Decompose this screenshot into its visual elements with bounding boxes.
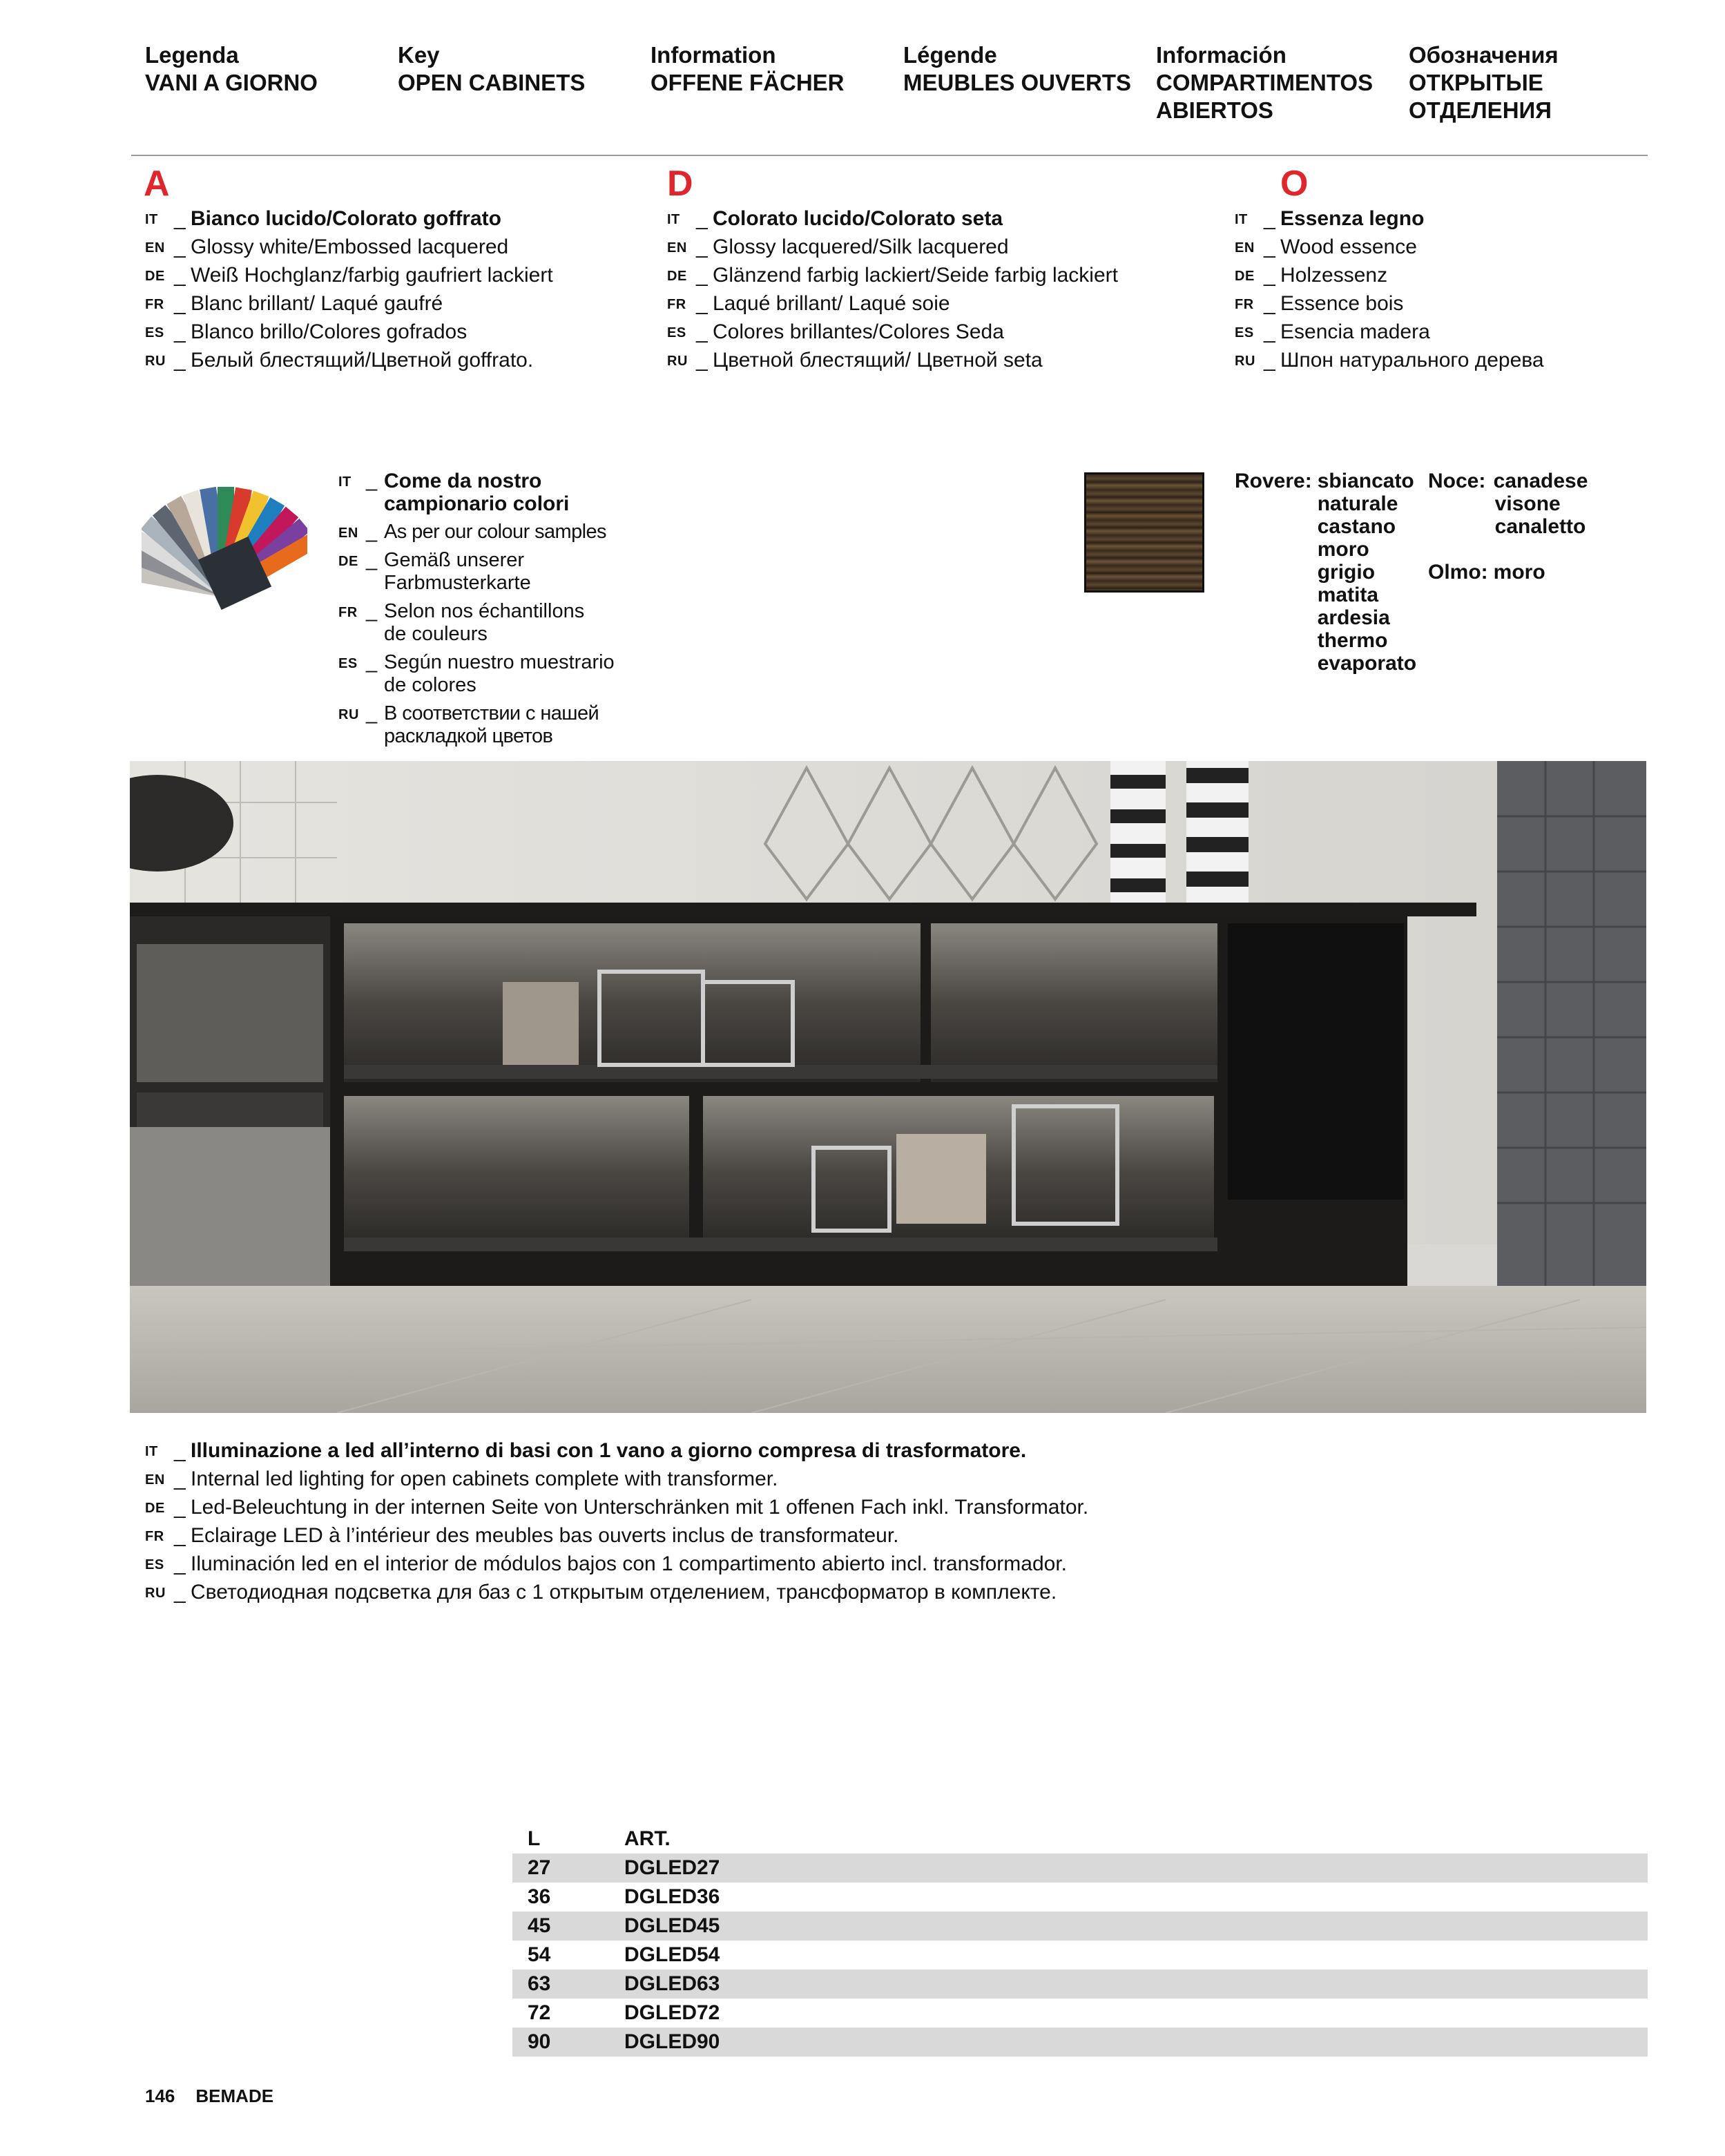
lang-code: DE	[145, 269, 165, 284]
samples-text: As per our colour samples	[384, 521, 606, 543]
wood-name: castano	[1317, 515, 1396, 538]
list-item: EN _ Wood essence	[1235, 233, 1544, 261]
finish-letter-a: A	[144, 164, 170, 204]
header-label: Обозначения	[1409, 42, 1559, 68]
table-row	[512, 1941, 1648, 1970]
wood-name: matita	[1317, 584, 1379, 606]
led-description	[145, 1436, 1088, 1606]
finish-text: Белый блестящий/Цветной goffrato.	[191, 349, 534, 372]
list-item: ES _ Según nuestro muestrario de colores	[338, 651, 626, 697]
page-number: 146	[145, 2086, 175, 2106]
lang-code: RU	[667, 354, 688, 369]
finish-text: Essenza legno	[1280, 207, 1425, 230]
header-title: COMPARTIMENTOS ABIERTOS	[1156, 70, 1374, 123]
cell-art: DGLED45	[624, 1914, 720, 1937]
wood-list-rovere	[1235, 470, 1416, 675]
lang-code: FR	[145, 1529, 164, 1544]
list-item: ES _ Colores brillantes/Colores Seda	[667, 318, 1118, 346]
brand-name: BEMADE	[195, 2086, 274, 2106]
description-text: Illuminazione a led all’interno di basi con 1 vano a giorno compresa di trasformatore.	[191, 1439, 1027, 1462]
lang-code: IT	[667, 212, 680, 227]
description-text: Led-Beleuchtung in der internen Seite von Unterschränken mit 1 offenen Fach inkl. Transformator.	[191, 1496, 1089, 1519]
list-item: ES _ Esencia madera	[1235, 318, 1544, 346]
table-row	[512, 2028, 1648, 2057]
cell-art: DGLED54	[624, 1943, 720, 1966]
lang-code: EN	[145, 1472, 165, 1488]
finish-text: Цветной блестящий/ Цветной seta	[713, 349, 1043, 372]
cell-l: 54	[528, 1943, 551, 1966]
wood-name: moro	[1493, 561, 1545, 584]
description-text: Internal led lighting for open cabinets complete with transformer.	[191, 1467, 778, 1490]
cell-l: 63	[528, 1972, 551, 1995]
wood-list-noce-olmo	[1428, 470, 1588, 584]
header-label: Legenda	[145, 42, 239, 68]
list-item: ES _ Iluminación led en el interior de módulos bajos con 1 compartimento abierto incl. transformador.	[145, 1550, 1088, 1578]
lang-code: FR	[338, 605, 358, 620]
list-item: DE _ Holzessenz	[1235, 261, 1544, 289]
finish-text: Wood essence	[1280, 235, 1417, 258]
wood-name: canadese	[1493, 470, 1588, 492]
lang-code: DE	[338, 554, 358, 569]
lang-code: DE	[667, 269, 687, 284]
wood-label-noce: Noce:	[1428, 470, 1486, 492]
lang-code: ES	[145, 1557, 164, 1572]
colour-samples-fan-image	[142, 470, 307, 615]
list-item: FR _ Laqué brillant/ Laqué soie	[667, 289, 1118, 318]
header-col-de	[651, 41, 892, 97]
wood-name: moro	[1317, 538, 1369, 561]
finish-text: Blanco brillo/Colores gofrados	[191, 320, 468, 343]
table-row	[512, 1999, 1648, 2028]
wood-name: thermo	[1317, 629, 1388, 652]
list-item: RU _ Шпон натурального дерева	[1235, 346, 1544, 374]
finish-text: Colores brillantes/Colores Seda	[713, 320, 1004, 343]
lang-code: ES	[667, 325, 686, 340]
cabinet-illustration	[130, 761, 1646, 1413]
wood-swatch-image	[1084, 472, 1204, 593]
colour-samples-list	[338, 470, 626, 753]
wood-label-rovere: Rovere:	[1235, 470, 1312, 492]
lang-code: IT	[338, 474, 351, 490]
lang-code: EN	[338, 526, 358, 541]
lang-code: IT	[145, 1444, 158, 1459]
list-item: EN _ As per our colour samples	[338, 521, 626, 543]
cell-l: 27	[528, 1856, 551, 1879]
finish-text: Glossy white/Embossed lacquered	[191, 235, 509, 258]
finish-text: Glänzend farbig lackiert/Seide farbig lackiert	[713, 264, 1118, 287]
list-item: EN _ Glossy lacquered/Silk lacquered	[667, 233, 1118, 261]
list-item: DE _ Weiß Hochglanz/farbig gaufriert lackiert	[145, 261, 553, 289]
header-col-it	[145, 41, 387, 97]
lang-code: ES	[338, 656, 358, 671]
cell-l: 36	[528, 1885, 551, 1908]
header-title: ОТКРЫТЫЕ ОТДЕЛЕНИЯ	[1409, 70, 1552, 123]
article-table	[512, 1825, 1648, 2057]
lang-code: IT	[145, 212, 158, 227]
finish-text: Blanc brillant/ Laqué gaufré	[191, 292, 443, 315]
finish-text: Essence bois	[1280, 292, 1404, 315]
header-title: MEUBLES OUVERTS	[903, 70, 1132, 95]
table-row	[512, 1912, 1648, 1941]
cell-art: DGLED72	[624, 2001, 720, 2024]
finish-letter-o: O	[1280, 164, 1309, 204]
product-photo	[130, 761, 1646, 1413]
finish-text: Esencia madera	[1280, 320, 1430, 343]
lang-code: EN	[145, 240, 165, 256]
wood-name: ardesia	[1317, 606, 1390, 629]
wood-name: grigio	[1317, 561, 1376, 584]
lang-code: RU	[145, 354, 166, 369]
cell-art: DGLED90	[624, 2030, 720, 2053]
list-item: IT _ Bianco lucido/Colorato goffrato	[145, 204, 553, 233]
wood-name: sbiancato	[1317, 470, 1414, 492]
lang-code: ES	[145, 325, 164, 340]
header-title: VANI A GIORNO	[145, 70, 318, 95]
list-item: FR _ Eclairage LED à l’intérieur des meubles bas ouverts inclus de transformateur.	[145, 1521, 1088, 1550]
list-item: DE _ Gemäß unserer Farbmusterkarte	[338, 549, 626, 595]
list-item: RU _ В соответствии с нашей раскладкой цветов	[338, 702, 626, 748]
finish-text: Bianco lucido/Colorato goffrato	[191, 207, 501, 230]
lang-code: DE	[145, 1501, 165, 1516]
column-header-art: ART.	[624, 1827, 671, 1850]
finish-text: Weiß Hochglanz/farbig gaufriert lackiert	[191, 264, 553, 287]
finish-list-d	[667, 204, 1118, 374]
list-item: RU _ Белый блестящий/Цветной goffrato.	[145, 346, 553, 374]
wood-name: canaletto	[1494, 515, 1586, 538]
finish-text: Colorato lucido/Colorato seta	[713, 207, 1003, 230]
cell-l: 90	[528, 2030, 551, 2053]
finish-letter-d: D	[667, 164, 693, 204]
header-label: Information	[651, 42, 776, 68]
wood-name: visone	[1494, 492, 1561, 515]
wood-label-olmo: Olmo:	[1428, 561, 1488, 584]
table-row	[512, 1854, 1648, 1883]
table-header	[512, 1825, 1648, 1854]
finish-text: Glossy lacquered/Silk lacquered	[713, 235, 1009, 258]
page-footer	[145, 2086, 294, 2107]
finish-text: Laqué brillant/ Laqué soie	[713, 292, 950, 315]
list-item: EN _ Internal led lighting for open cabinets complete with transformer.	[145, 1465, 1088, 1493]
list-item: FR _ Essence bois	[1235, 289, 1544, 318]
samples-text: Come da nostro campionario colori	[384, 470, 570, 515]
samples-text: Selon nos échantillons de couleurs	[384, 600, 585, 645]
samples-text: Gemäß unserer Farbmusterkarte	[384, 549, 531, 594]
list-item: RU _ Цветной блестящий/ Цветной seta	[667, 346, 1118, 374]
lang-code: EN	[667, 240, 687, 256]
list-item: DE _ Glänzend farbig lackiert/Seide farbig lackiert	[667, 261, 1118, 289]
table-row	[512, 1883, 1648, 1912]
finish-list-a	[145, 204, 553, 374]
header-col-fr	[903, 41, 1145, 97]
lang-code: FR	[1235, 297, 1254, 312]
header-label: Key	[398, 42, 440, 68]
description-text: Eclairage LED à l’intérieur des meubles bas ouverts inclus de transformateur.	[191, 1524, 899, 1547]
finish-text: Holzessenz	[1280, 264, 1388, 287]
cell-l: 45	[528, 1914, 551, 1937]
lang-code: FR	[667, 297, 686, 312]
list-item: ES _ Blanco brillo/Colores gofrados	[145, 318, 553, 346]
table-row	[512, 1970, 1648, 1999]
list-item: EN _ Glossy white/Embossed lacquered	[145, 233, 553, 261]
list-item: DE _ Led-Beleuchtung in der internen Seite von Unterschränken mit 1 offenen Fach inkl. Transformator.	[145, 1493, 1088, 1521]
header-label: Información	[1156, 42, 1286, 68]
list-item: FR _ Blanc brillant/ Laqué gaufré	[145, 289, 553, 318]
finish-list-o	[1235, 204, 1544, 374]
description-text: Светодиодная подсветка для баз с 1 открытым отделением, трансформатор в комплекте.	[191, 1581, 1057, 1604]
header-divider	[131, 155, 1648, 156]
header-title: OFFENE FÄCHER	[651, 70, 845, 95]
cell-art: DGLED63	[624, 1972, 720, 1995]
cell-l: 72	[528, 2001, 551, 2024]
column-header-l: L	[528, 1827, 541, 1850]
header-col-en	[398, 41, 639, 97]
header-title: OPEN CABINETS	[398, 70, 586, 95]
list-item: IT _ Colorato lucido/Colorato seta	[667, 204, 1118, 233]
lang-code: RU	[1235, 354, 1255, 369]
list-item: IT _ Essenza legno	[1235, 204, 1544, 233]
header-label: Légende	[903, 42, 997, 68]
wood-name: naturale	[1317, 492, 1398, 515]
list-item: IT _ Illuminazione a led all’interno di basi con 1 vano a giorno compresa di trasformatore.	[145, 1436, 1088, 1465]
lang-code: DE	[1235, 269, 1255, 284]
lang-code: RU	[145, 1586, 166, 1601]
list-item: RU _ Светодиодная подсветка для баз с 1 открытым отделением, трансформатор в комплекте.	[145, 1578, 1088, 1606]
header-col-ru	[1409, 41, 1650, 124]
lang-code: RU	[338, 707, 359, 722]
lang-code: ES	[1235, 325, 1254, 340]
header-col-es	[1156, 41, 1398, 124]
samples-text: В соответствии с нашей раскладкой цветов	[384, 702, 599, 747]
cell-art: DGLED36	[624, 1885, 720, 1908]
samples-text: Según nuestro muestrario de colores	[384, 651, 615, 696]
description-text: Iluminación led en el interior de módulos bajos con 1 compartimento abierto incl. transformador.	[191, 1552, 1067, 1575]
lang-code: FR	[145, 297, 164, 312]
list-item: FR _ Selon nos échantillons de couleurs	[338, 600, 626, 646]
lang-code: EN	[1235, 240, 1255, 256]
wood-name: evaporato	[1317, 652, 1417, 675]
lang-code: IT	[1235, 212, 1248, 227]
finish-text: Шпон натурального дерева	[1280, 349, 1544, 372]
list-item: IT _ Come da nostro campionario colori	[338, 470, 626, 515]
cell-art: DGLED27	[624, 1856, 720, 1879]
